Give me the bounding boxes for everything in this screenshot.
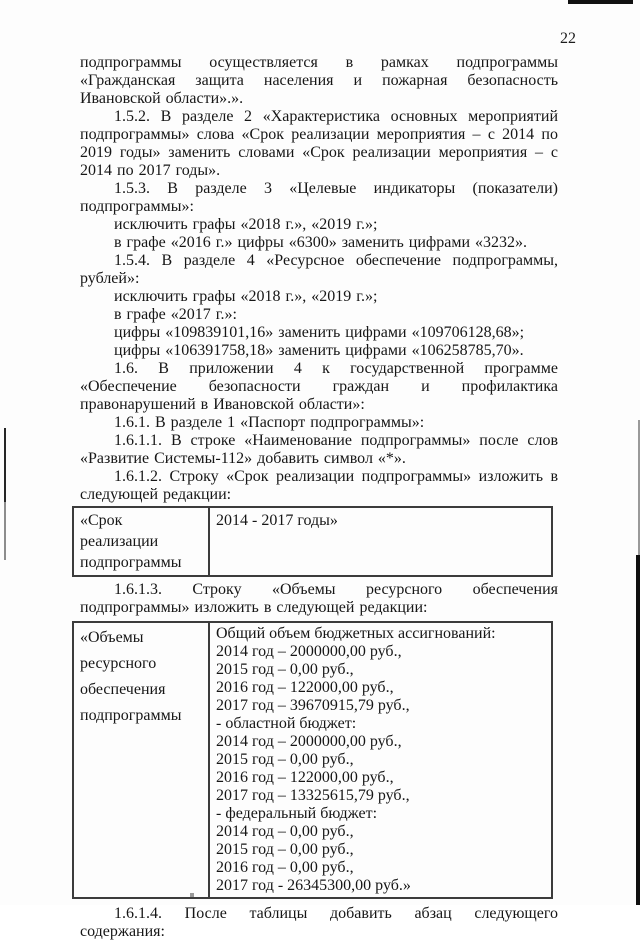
budget-line-federal-2017: 2017 год - 26345300,00 руб.»: [216, 877, 411, 894]
table-cell-srok-value: 2014 - 2017 годы»: [216, 512, 338, 529]
clause-1-5-4-item-column: в графе «2017 г.»:: [114, 306, 237, 323]
table-cell-obemy-label: «Объемы ресурсного обеспечения подпрограммы: [74, 623, 210, 897]
table-srok-realizatsii: [72, 506, 553, 577]
clause-1-6-1-3: 1.6.1.3. Строку «Объемы ресурсного обеспечения подпрограммы» изложить в следующей редакции:: [80, 581, 558, 616]
budget-line-total-2015: 2015 год – 0,00 руб.,: [216, 661, 354, 678]
table-cell-srok-label: «Срок реализации подпрограммы: [74, 508, 210, 575]
clause-1-6-1-4: 1.6.1.4. После таблицы добавить абзац следующего содержания:: [80, 905, 558, 940]
budget-line-oblast-2015: 2015 год – 0,00 руб.,: [216, 751, 354, 768]
budget-line-federal-2015: 2015 год – 0,00 руб.,: [216, 841, 354, 858]
table-obemy-resursnogo: [72, 621, 553, 899]
clause-1-5-3-item-exclude: исключить графы «2018 г.», «2019 г.»;: [114, 216, 378, 233]
budget-line-total-2014: 2014 год – 2000000,00 руб.,: [216, 643, 402, 660]
budget-line-federal-2016: 2016 год – 0,00 руб.,: [216, 859, 354, 876]
budget-line-federal-header: - федеральный бюджет:: [216, 805, 378, 822]
budget-line-oblast-2014: 2014 год – 2000000,00 руб.,: [216, 733, 402, 750]
clause-1-6-1-2: 1.6.1.2. Строку «Срок реализации подпрограммы» изложить в следующей редакции:: [80, 468, 558, 503]
clause-1-6-1-1: 1.6.1.1. В строке «Наименование подпрограммы» после слов «Развитие Системы-112» добавить символ «*».: [80, 432, 558, 467]
clause-1-5-4-item-digits-2: цифры «106391758,18» заменить цифрами «106258785,70».: [114, 342, 524, 359]
budget-line-oblast-2017: 2017 год – 13325615,79 руб.,: [216, 787, 410, 804]
paragraph-continuation: подпрограммы осуществляется в рамках подпрограммы «Гражданская защита населения и пожарная безопасность Ивановской области».».: [80, 54, 558, 107]
budget-line-total-2017: 2017 год – 39670915,79 руб.,: [216, 697, 410, 714]
clause-1-5-3-item-replace: в графе «2016 г.» цифры «6300» заменить цифрами «3232».: [114, 234, 528, 251]
clause-1-6-1: 1.6.1. В разделе 1 «Паспорт подпрограммы»:: [114, 414, 425, 431]
budget-line-oblast-header: - областной бюджет:: [216, 715, 357, 732]
clause-1-5-4: 1.5.4. В разделе 4 «Ресурсное обеспечение подпрограммы, рублей»:: [80, 252, 558, 287]
clause-1-6: 1.6. В приложении 4 к государственной программе «Обеспечение безопасности граждан и профилактика правонарушений в Ивановской области»:: [80, 360, 558, 413]
clause-1-5-2: 1.5.2. В разделе 2 «Характеристика основных мероприятий подпрограммы» слова «Срок реализации мероприятия – с 2014 по 2019 годы» заменить словами «Срок реализации мероприятия – с 2014 по 2017 годы».: [80, 108, 558, 179]
clause-1-5-3: 1.5.3. В разделе 3 «Целевые индикаторы (показатели) подпрограммы»:: [80, 180, 558, 215]
budget-line-total-header: Общий объем бюджетных ассигнований:: [216, 625, 496, 642]
budget-line-total-2016: 2016 год – 122000,00 руб.,: [216, 679, 394, 696]
clause-1-5-4-item-exclude: исключить графы «2018 г.», «2019 г.»;: [114, 288, 378, 305]
clause-1-5-4-item-digits-1: цифры «109839101,16» заменить цифрами «109706128,68»;: [114, 324, 525, 341]
budget-line-federal-2014: 2014 год – 0,00 руб.,: [216, 823, 354, 840]
page-number: 22: [560, 30, 576, 47]
table-cell-obemy-value: [210, 623, 551, 897]
budget-line-oblast-2016: 2016 год – 122000,00 руб.,: [216, 769, 394, 786]
